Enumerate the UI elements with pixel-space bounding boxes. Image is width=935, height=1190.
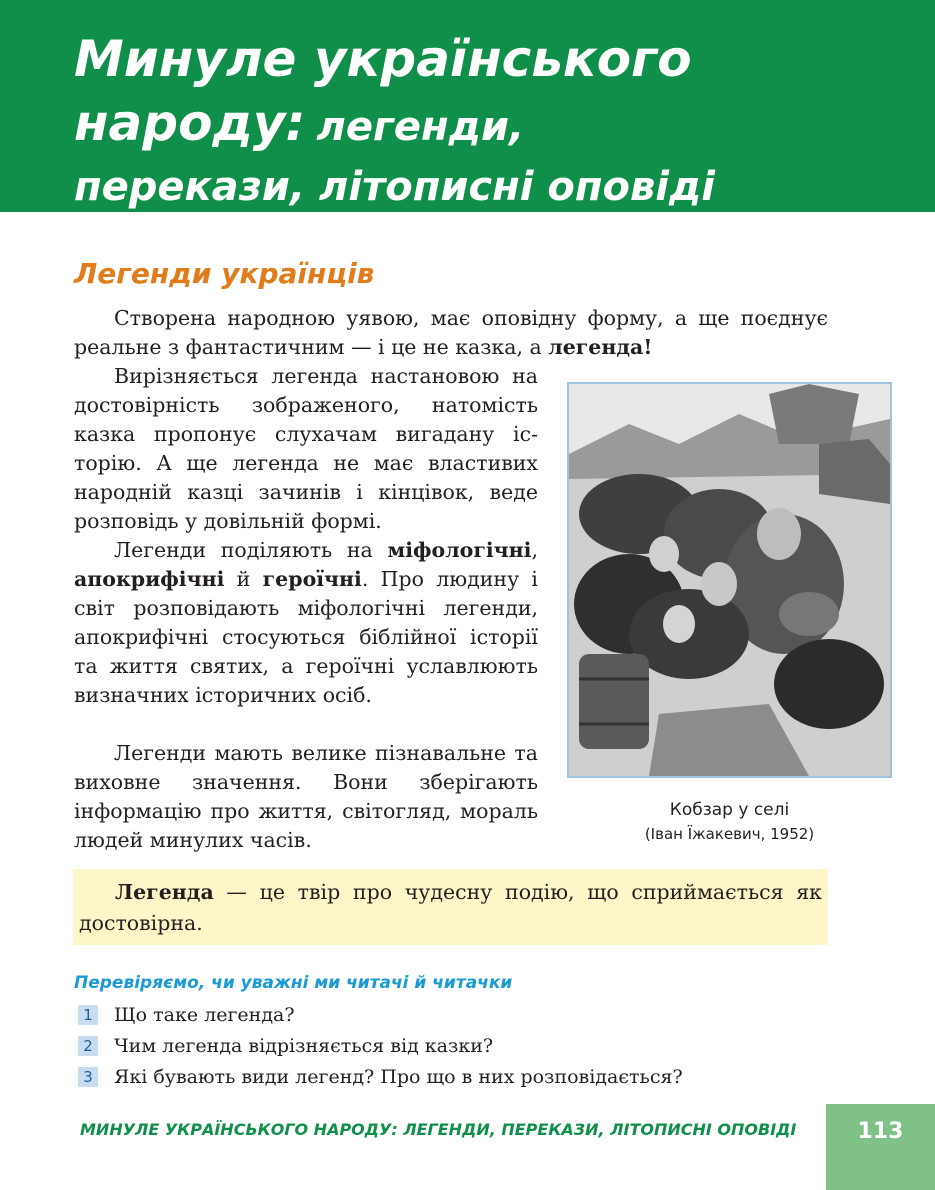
chapter-title-line1: Минуле українського bbox=[74, 30, 692, 88]
section-title: Легенди українців bbox=[74, 257, 375, 290]
quiz-item-number: 2 bbox=[78, 1036, 98, 1056]
types-text-1: Легенди поділяють на bbox=[114, 538, 388, 562]
legend-types-paragraph bbox=[74, 536, 538, 710]
chapter-title-line2-small: легенди, bbox=[316, 104, 525, 150]
intro-paragraph bbox=[74, 304, 828, 362]
page-number: 113 bbox=[826, 1104, 935, 1190]
intro-exclamation: ! bbox=[643, 335, 653, 359]
caption-title: Кобзар у селі bbox=[669, 800, 790, 820]
quiz-title: Перевіряємо, чи уважні ми читачі й читачки bbox=[74, 973, 513, 993]
type-mythological: міфологічні bbox=[387, 538, 532, 562]
types-text-4: . Про людину і світ розповідають міфологічні легенди, апокрифічні стосуються біблійної історії та життя святих, а героїчні уславлюють визначних історичних осіб. bbox=[74, 567, 538, 707]
quiz-item-text: Що таке легенда? bbox=[114, 1004, 295, 1026]
running-footer: МИНУЛЕ УКРАЇНСЬКОГО НАРОДУ: ЛЕГЕНДИ, ПЕРЕКАЗИ, ЛІТОПИСНІ ОПОВІДІ bbox=[80, 1120, 797, 1139]
painting-caption bbox=[567, 798, 892, 846]
types-text-2: , bbox=[531, 538, 538, 562]
definition-box bbox=[73, 869, 828, 945]
quiz-item-text: Чим легенда відрізняється від казки? bbox=[114, 1035, 494, 1057]
definition-body: — це твір про чудесну подію, що сприймається як достовірна. bbox=[79, 880, 822, 935]
type-heroic: героїчні bbox=[262, 567, 362, 591]
chapter-title bbox=[74, 30, 914, 218]
quiz-item-number: 3 bbox=[78, 1067, 98, 1087]
quiz-item-text: Які бувають види легенд? Про що в них розповідається? bbox=[114, 1066, 683, 1088]
legend-value-paragraph: Легенди мають велике пізнавальне та виховне значення. Вони зберігають інформацію про життя, світогляд, мораль людей минулих часів. bbox=[74, 741, 538, 852]
chapter-title-line2-big: народу: bbox=[74, 94, 306, 152]
chapter-header bbox=[0, 0, 935, 212]
caption-author: (Іван Їжакевич, 1952) bbox=[644, 825, 815, 843]
definition-text bbox=[79, 877, 822, 939]
types-text-3: й bbox=[224, 567, 263, 591]
painting-sketch bbox=[569, 384, 890, 776]
quiz-item-number: 1 bbox=[78, 1005, 98, 1025]
intro-text: Створена народною уявою, має оповідну форму, а ще поєднує реальне з фантастичним — і це не казка, а bbox=[74, 306, 828, 359]
intro-bold-term: легенда bbox=[548, 335, 644, 359]
chapter-title-line3: перекази, літописні оповіді bbox=[74, 164, 716, 210]
definition-term: Легенда bbox=[115, 880, 214, 904]
type-apocryphal: апокрифічні bbox=[74, 567, 225, 591]
kobzar-painting bbox=[567, 382, 892, 778]
legend-vs-tale-paragraph: Вирізняється легенда настановою на достовірність зображеного, натомість казка пропонує слухачам вигадану історію. А ще легенда не має властивих народній казці зачинів і кінцівок, веде розповідь у довільній формі. bbox=[74, 364, 538, 533]
